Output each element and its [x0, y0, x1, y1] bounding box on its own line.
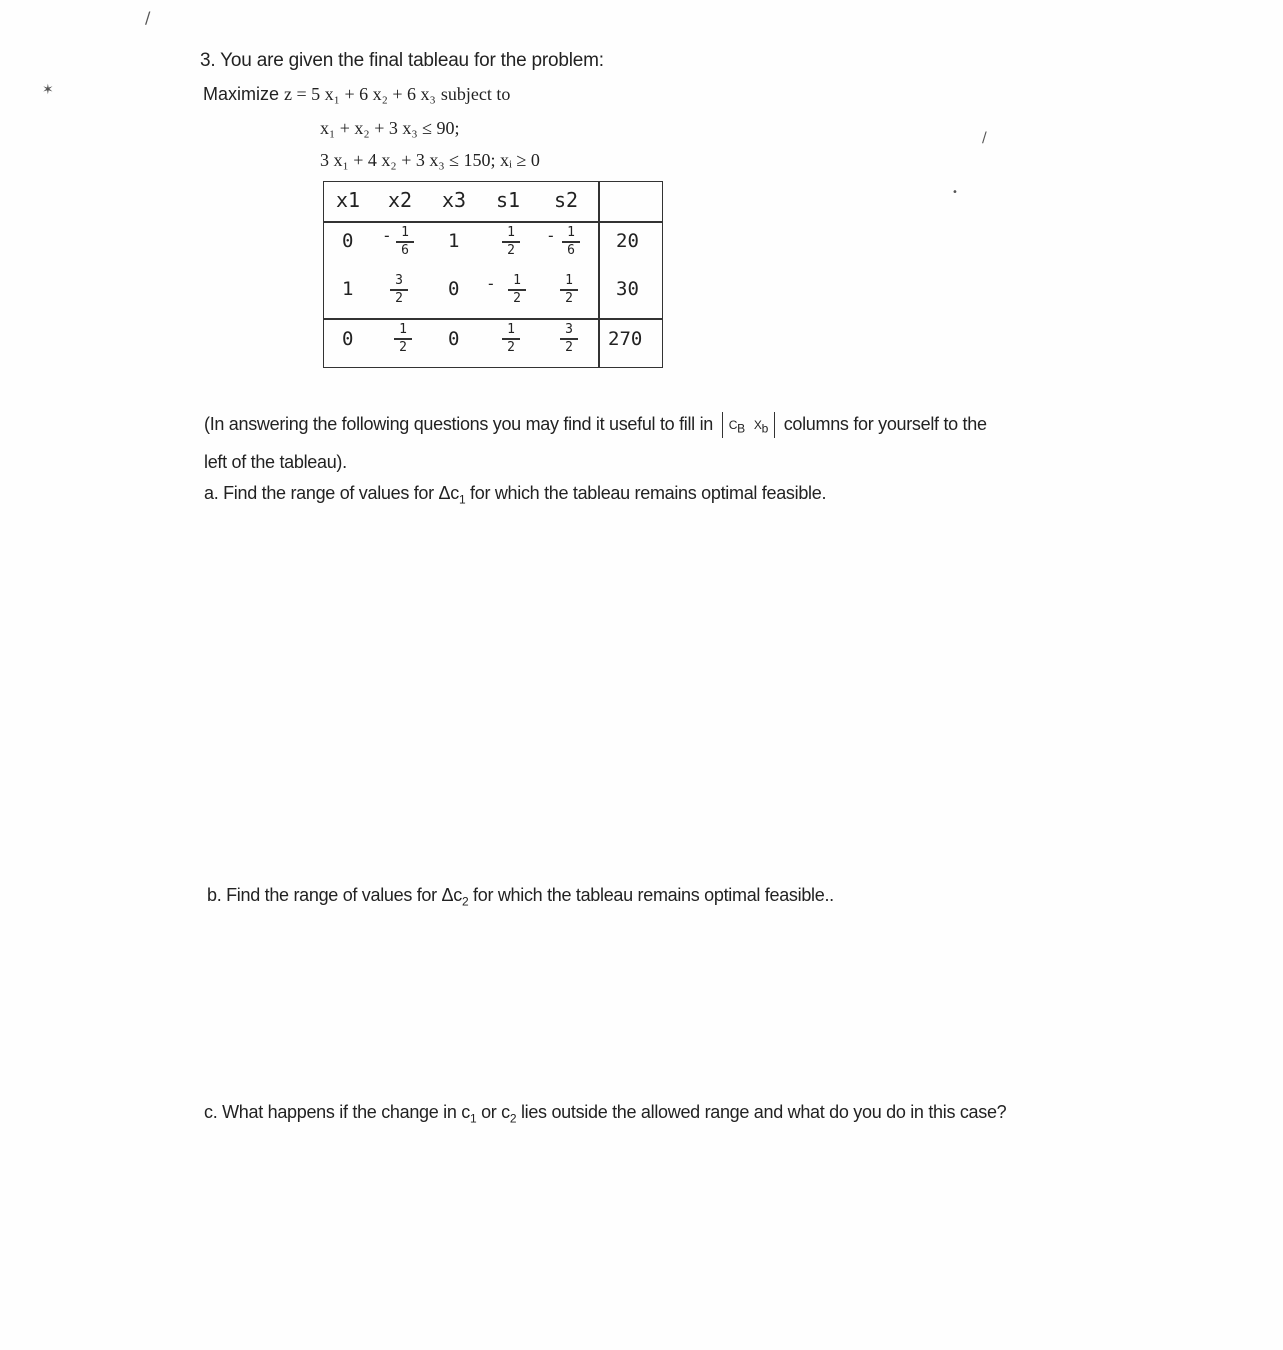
note-text-pre: (In answering the following questions you may find it useful to fill in — [204, 413, 713, 434]
r1-x1: 0 — [342, 230, 354, 252]
r3-x2-fraction — [394, 323, 412, 355]
constraint-2: 3 x₁ + 4 x₂ + 3 x₃ ≤ 150; xᵢ ≥ 0 — [320, 150, 540, 170]
denominator: 2 — [507, 339, 515, 355]
part-c-pre: c. What happens if the change in c — [204, 1102, 470, 1122]
scan-mark: ✶ — [42, 82, 54, 98]
r2-s1-sign: - — [486, 274, 496, 293]
part-c — [204, 1102, 1006, 1126]
denominator: 2 — [399, 339, 407, 355]
objective-row-divider — [324, 318, 662, 320]
r1-s2-fraction — [562, 226, 580, 258]
objective-prefix: Maximize — [203, 84, 280, 104]
denominator: 2 — [513, 290, 521, 306]
cb-xb-bracket — [722, 412, 775, 438]
part-a-post: for which the tableau remains optimal feasible. — [470, 483, 827, 503]
denominator: 6 — [401, 242, 409, 258]
r1-s1-fraction — [502, 226, 520, 258]
question-title: 3. You are given the final tableau for the problem: — [200, 50, 604, 71]
r2-x2-fraction — [390, 274, 408, 306]
part-b-post: for which the tableau remains optimal feasible.. — [473, 885, 834, 905]
scan-mark: / — [145, 8, 151, 27]
r3-x3: 0 — [448, 328, 460, 350]
constraint-1: x₁ + x₂ + 3 x₃ ≤ 90; — [320, 118, 460, 138]
numerator: 1 — [507, 225, 515, 240]
cb-label: C — [728, 418, 738, 432]
header-s1: s1 — [496, 188, 521, 212]
numerator: 1 — [513, 273, 521, 288]
r3-s1-fraction — [502, 323, 520, 355]
part-a — [204, 483, 826, 507]
r1-rhs: 20 — [616, 230, 639, 252]
numerator: 1 — [565, 273, 573, 288]
r3-x1: 0 — [342, 328, 354, 350]
note-text-post: columns for yourself to the — [783, 413, 987, 434]
note-line-2: left of the tableau). — [204, 452, 347, 472]
rhs-divider — [598, 182, 600, 367]
objective-line — [203, 84, 510, 105]
part-c-sub1: 1 — [469, 1111, 477, 1126]
part-a-pre: a. Find the range of values for Δc — [204, 483, 459, 503]
r1-x2-sign: - — [382, 226, 392, 245]
numerator: 3 — [395, 273, 403, 288]
scan-mark: / — [982, 130, 987, 146]
r3-rhs: 270 — [608, 328, 643, 350]
denominator: 6 — [567, 242, 575, 258]
objective-suffix: subject to — [440, 84, 511, 104]
numerator: 1 — [507, 322, 515, 337]
note-line-1 — [204, 412, 987, 438]
numerator: 1 — [399, 322, 407, 337]
cb-subscript: B — [737, 421, 745, 436]
denominator: 2 — [565, 290, 573, 306]
denominator: 2 — [507, 242, 515, 258]
numerator: 1 — [401, 225, 409, 240]
numerator: 3 — [565, 322, 573, 337]
objective-expression: z = 5 x₁ + 6 x₂ + 6 x₃ — [284, 84, 436, 104]
r3-s2-fraction — [560, 323, 578, 355]
part-b — [207, 885, 834, 909]
part-a-sub: 1 — [458, 492, 466, 507]
r1-x3: 1 — [448, 230, 460, 252]
part-b-sub: 2 — [461, 894, 469, 909]
r1-x2-fraction — [396, 226, 414, 258]
r2-x3: 0 — [448, 278, 460, 300]
part-c-post: lies outside the allowed range and what do you do in this case? — [520, 1102, 1007, 1122]
header-x2: x2 — [388, 188, 413, 212]
header-x3: x3 — [442, 188, 467, 212]
r2-s1-fraction — [508, 274, 526, 306]
r2-rhs: 30 — [616, 278, 639, 300]
part-c-mid: or c — [481, 1102, 510, 1122]
denominator: 2 — [565, 339, 573, 355]
r1-s2-sign: - — [546, 226, 556, 245]
r2-s2-fraction — [560, 274, 578, 306]
r2-x1: 1 — [342, 278, 354, 300]
xb-label: X — [753, 418, 762, 432]
scan-mark: • — [952, 187, 958, 198]
xb-subscript: b — [761, 421, 768, 436]
header-divider — [324, 221, 662, 223]
denominator: 2 — [395, 290, 403, 306]
part-c-sub2: 2 — [509, 1111, 517, 1126]
numerator: 1 — [567, 225, 575, 240]
header-s2: s2 — [554, 188, 579, 212]
header-x1: x1 — [336, 188, 361, 212]
part-b-pre: b. Find the range of values for Δc — [207, 885, 462, 905]
final-tableau — [323, 181, 663, 368]
